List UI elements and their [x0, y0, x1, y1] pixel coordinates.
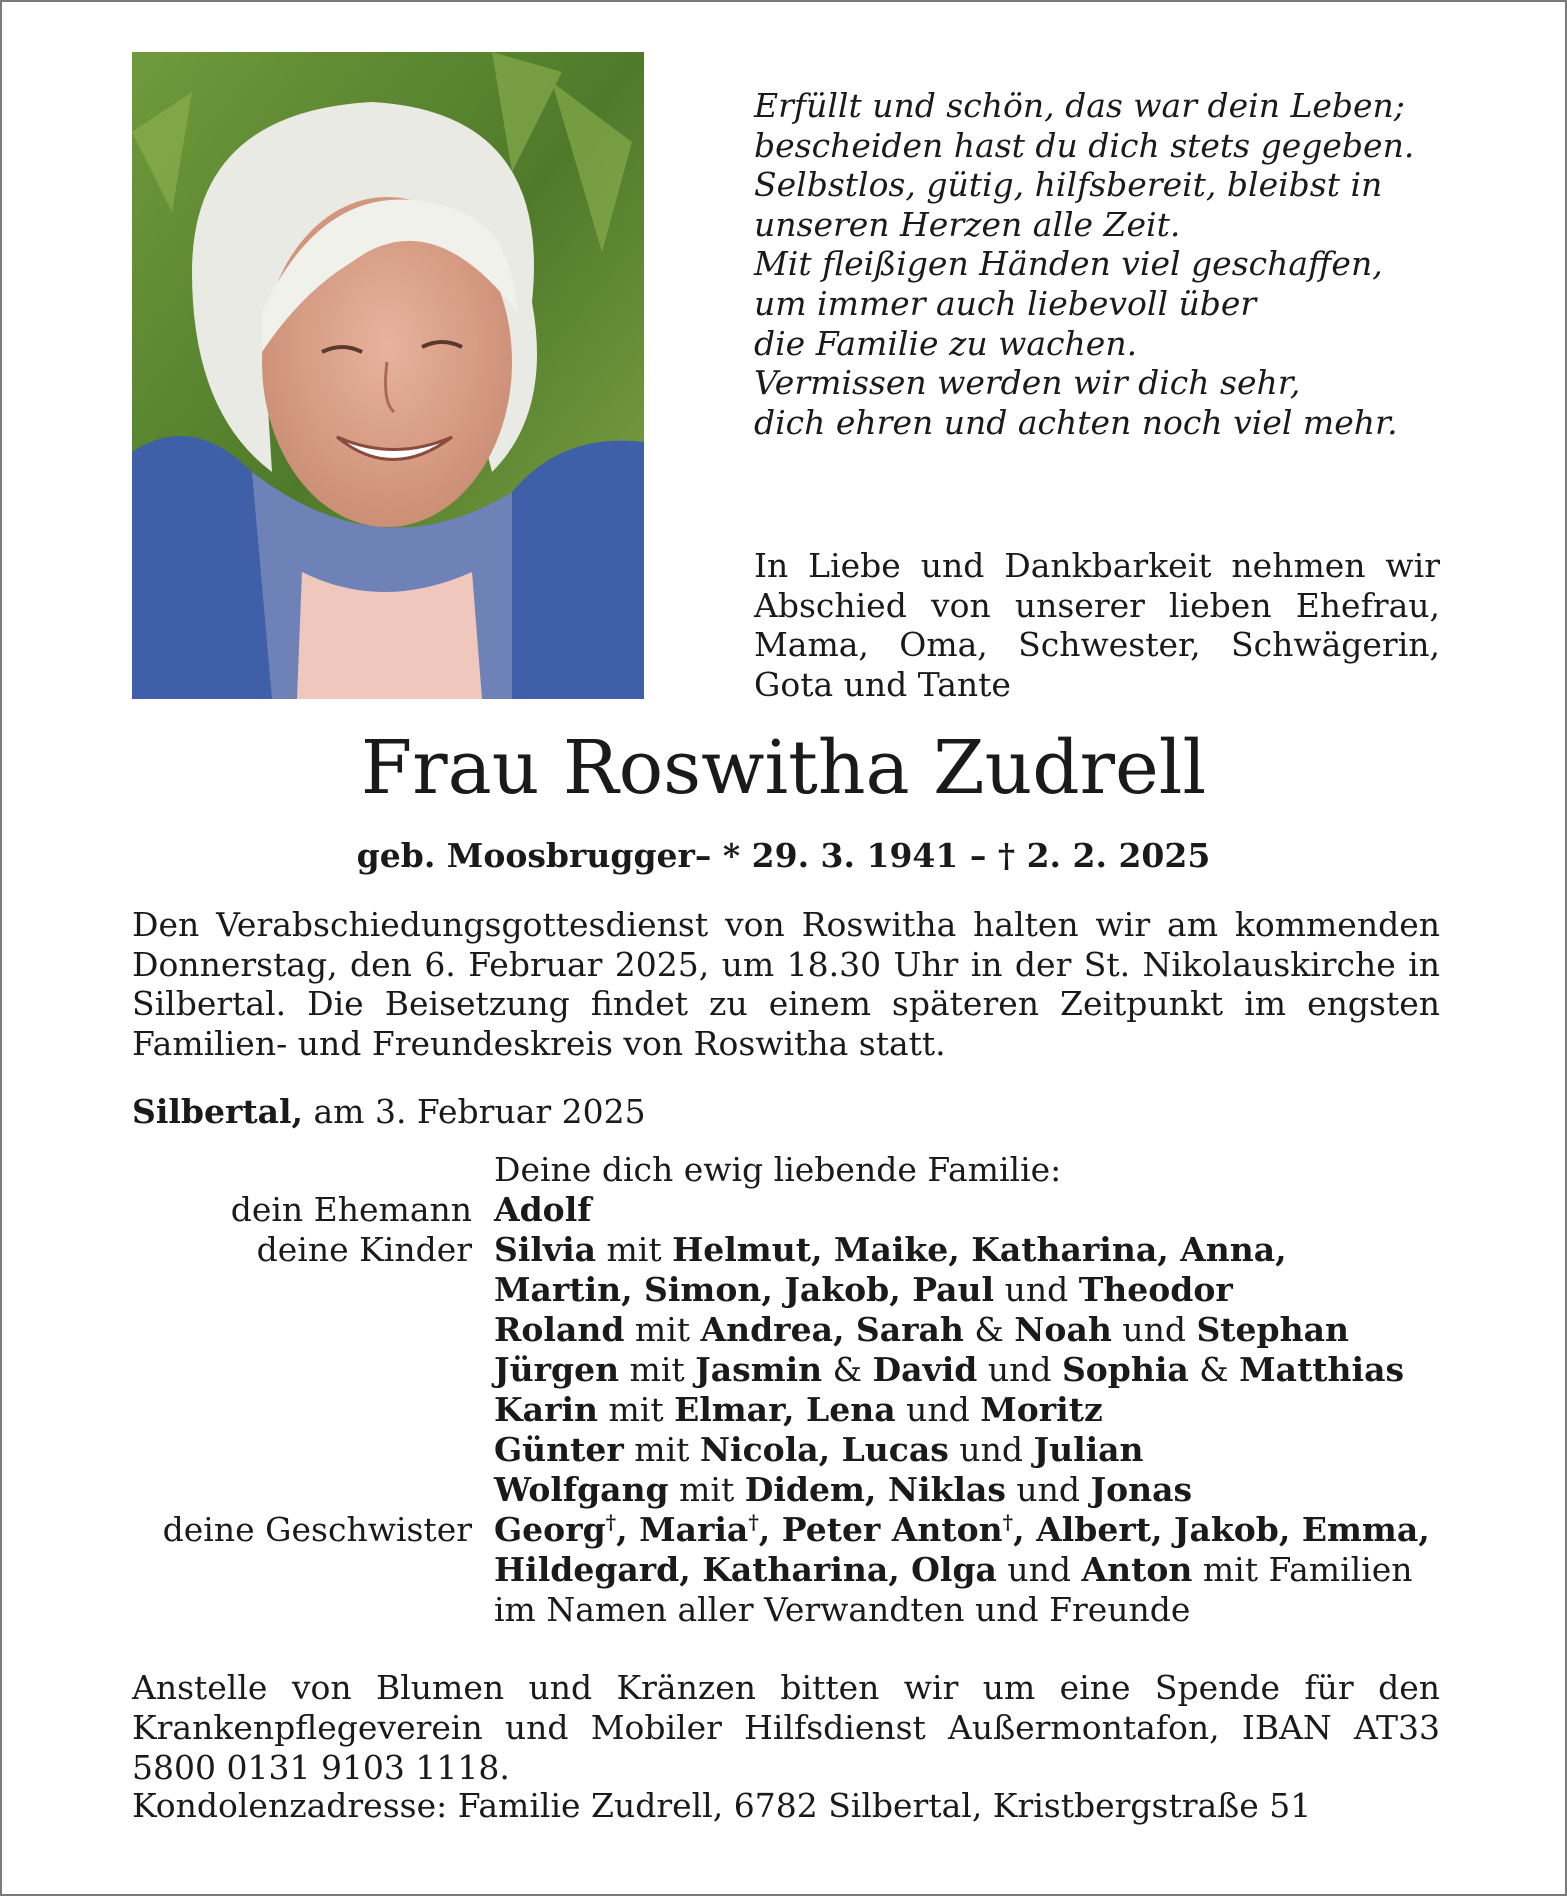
- death-date: 2. 2. 2025: [1026, 836, 1211, 875]
- portrait-illustration: [132, 52, 644, 699]
- place: Silbertal,: [132, 1092, 304, 1131]
- siblings-list: [494, 1510, 1430, 1630]
- service-announcement: Den Verabschiedungsgottesdienst von Roswitha halten wir am kommenden Donnerstag, den 6. Februar 2025, um 18.30 Uhr in der St. Nikolauskirche in Silbertal. Die Beisetzung findet zu einem späteren Zeitpunkt im engsten Familien- und Freundeskreis von Roswitha statt.: [132, 905, 1440, 1064]
- poem-line: unseren Herzen alle Zeit.: [754, 204, 1181, 244]
- donation-request: Anstelle von Blumen und Kränzen bitten wir um eine Spende für den Krankenpflegeverein und Mobiler Hilfsdienst Außermontafon, IBAN AT33 5800 0131 9103 1118.: [132, 1668, 1440, 1787]
- birth-date: 29. 3. 1941: [751, 836, 959, 875]
- poem-line: bescheiden hast du dich stets gegeben.: [754, 125, 1415, 165]
- on-behalf-line: im Namen aller Verwandten und Freunde: [494, 1590, 1191, 1629]
- child-row: Silvia mit Helmut, Maike, Katharina, Anna,: [494, 1230, 1287, 1269]
- place-date: [132, 1092, 646, 1132]
- poem-line: Mit fleißigen Händen viel geschaffen,: [754, 244, 1383, 284]
- sibling-row: Georg†, Maria†, Peter Anton†, Albert, Jakob, Emma,: [494, 1510, 1430, 1549]
- husband: Adolf: [494, 1190, 592, 1229]
- sibling-row: Hildegard, Katharina, Olga und Anton mit Familien: [494, 1550, 1413, 1589]
- life-dates: [2, 836, 1565, 876]
- born-prefix: – *: [694, 836, 752, 875]
- child-row: Karin mit Elmar, Lena und Moritz: [494, 1390, 1103, 1429]
- poem-line: dich ehren und achten noch viel mehr.: [754, 402, 1398, 442]
- portrait-photo: [132, 52, 644, 699]
- family-intro: Deine dich ewig liebende Familie:: [494, 1150, 1062, 1189]
- child-row: Jürgen mit Jasmin & David und Sophia & Matthias: [494, 1350, 1405, 1389]
- husband-name: [494, 1190, 591, 1230]
- deceased-name: Frau Roswitha Zudrell: [360, 725, 1207, 811]
- role-husband: dein Ehemann: [230, 1190, 472, 1229]
- children-list: [494, 1230, 1404, 1510]
- maiden-name: geb. Moosbrugger: [356, 836, 695, 875]
- memorial-poem: [754, 86, 1534, 442]
- child-row: Martin, Simon, Jakob, Paul und Theodor: [494, 1270, 1233, 1309]
- child-row: Günter mit Nicola, Lucas und Julian: [494, 1430, 1144, 1469]
- poem-line: Vermissen werden wir dich sehr,: [754, 363, 1301, 403]
- child-row: Wolfgang mit Didem, Niklas und Jonas: [494, 1470, 1193, 1509]
- date: am 3. Februar 2025: [303, 1092, 646, 1131]
- condolence-address: Kondolenzadresse: Familie Zudrell, 6782 Silbertal, Kristbergstraße 51: [132, 1786, 1312, 1825]
- poem-line: die Familie zu wachen.: [754, 323, 1138, 363]
- child-row: Roland mit Andrea, Sarah & Noah und Stephan: [494, 1310, 1349, 1349]
- farewell-text: In Liebe und Dankbarkeit nehmen wir Abschied von unserer lieben Ehefrau, Mama, Oma, Schwester, Schwägerin, Gota und Tante: [754, 546, 1440, 704]
- poem-line: um immer auch liebevoll über: [754, 283, 1257, 323]
- role-siblings: deine Geschwister: [162, 1510, 472, 1549]
- role-children: deine Kinder: [256, 1230, 472, 1269]
- poem-line: Selbstlos, gütig, hilfsbereit, bleibst in: [754, 165, 1383, 205]
- poem-line: Erfüllt und schön, das war dein Leben;: [754, 86, 1405, 125]
- died-prefix: – †: [958, 836, 1027, 875]
